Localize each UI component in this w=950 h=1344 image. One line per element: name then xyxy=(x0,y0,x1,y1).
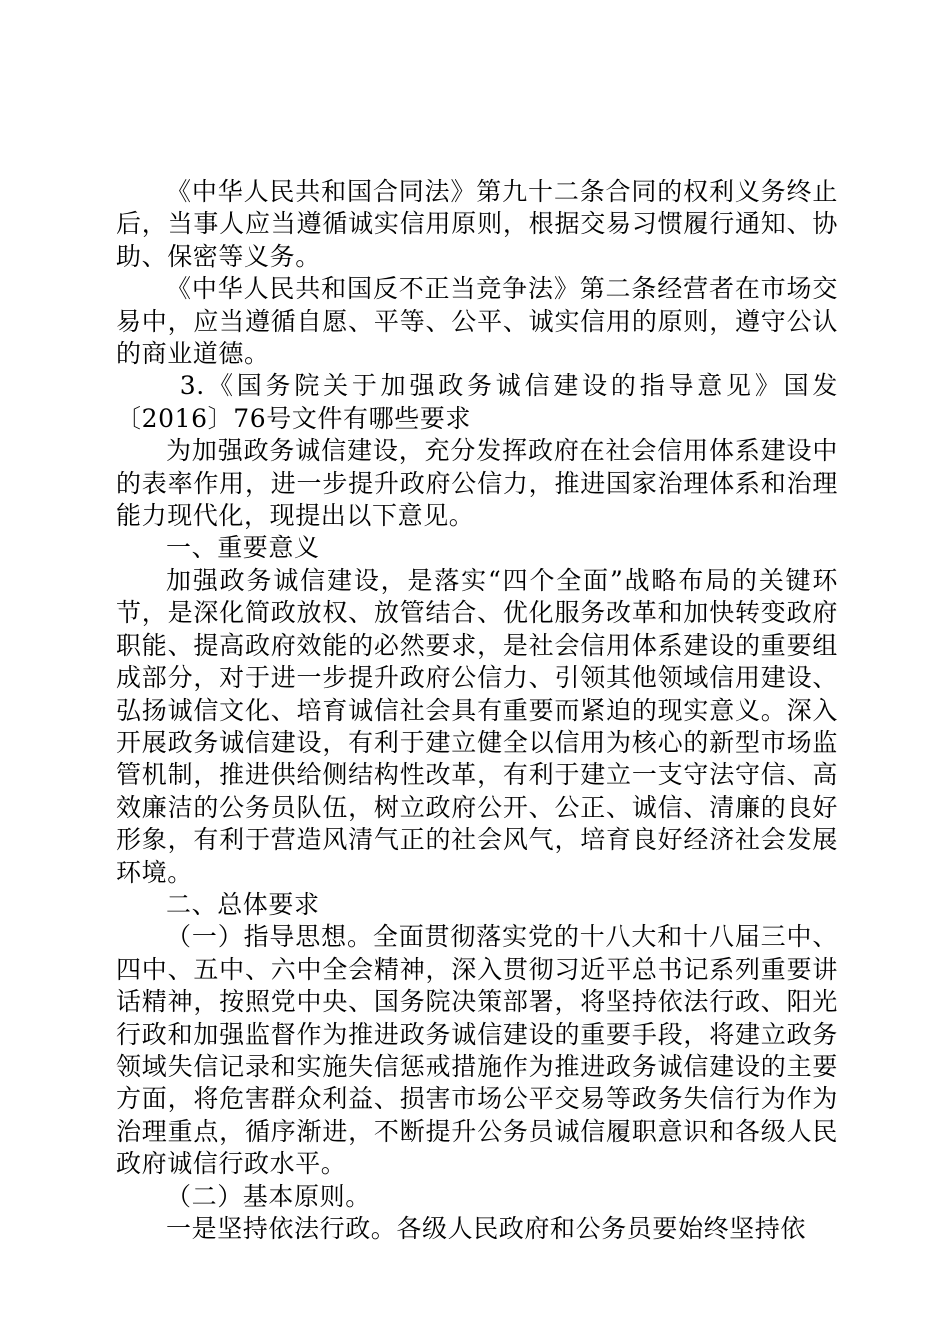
paragraph-question-3: 3.《国务院关于加强政务诚信建设的指导意见》国发〔2016〕76号文件有哪些要求 xyxy=(116,371,838,433)
subheading-basic-principles: （二）基本原则。 xyxy=(166,1181,371,1211)
section-heading-significance: 一、重要意义 xyxy=(166,533,320,563)
document-body xyxy=(116,176,838,1245)
paragraph-intro: 为加强政务诚信建设，充分发挥政府在社会信用体系建设中的表率作用，进一步提升政府公信力，推进国家治理体系和治理能力现代化，现提出以下意见。 xyxy=(116,436,838,531)
paragraph-contract-law: 《中华人民共和国合同法》第九十二条合同的权利义务终止后，当事人应当遵循诚实信用原则，根据交易习惯履行通知、协助、保密等义务。 xyxy=(116,177,838,271)
paragraph-significance: 加强政务诚信建设，是落实“四个全面”战略布局的关键环节，是深化简政放权、放管结合、优化服务改革和加快转变政府职能、提高政府效能的必然要求，是社会信用体系建设的重要组成部分，对于进一步提升政府公信力、引领其他领域信用建设、弘扬诚信文化、培育诚信社会具有重要而紧迫的现实意义。深入开展政务诚信建设，有利于建立健全以信用为核心的新型市场监管机制，推进供给侧结构性改革，有利于建立一支守法守信、高效廉洁的公务员队伍，树立政府公开、公正、诚信、清廉的良好形象，有利于营造风清气正的社会风气，培育良好经济社会发展环境。 xyxy=(116,565,838,887)
paragraph-guiding-ideology: （一）指导思想。全面贯彻落实党的十八大和十八届三中、四中、五中、六中全会精神，深入贯彻习近平总书记系列重要讲话精神，按照党中央、国务院决策部署，将坚持依法行政、阳光行政和加强监督作为推进政务诚信建设的重要手段，将建立政务领域失信记录和实施失信惩戒措施作为推进政务诚信建设的主要方面，将危害群众利益、损害市场公平交易等政务失信行为作为治理重点，循序渐进，不断提升公务员诚信履职意识和各级人民政府诚信行政水平。 xyxy=(116,922,838,1179)
section-heading-requirements: 二、总体要求 xyxy=(166,889,320,919)
paragraph-principle-1: 一是坚持依法行政。各级人民政府和公务员要始终坚持依 xyxy=(166,1214,807,1243)
paragraph-competition-law: 《中华人民共和国反不正当竞争法》第二条经营者在市场交易中，应当遵循自愿、平等、公平、诚实信用的原则，遵守公认的商业道德。 xyxy=(116,274,838,369)
